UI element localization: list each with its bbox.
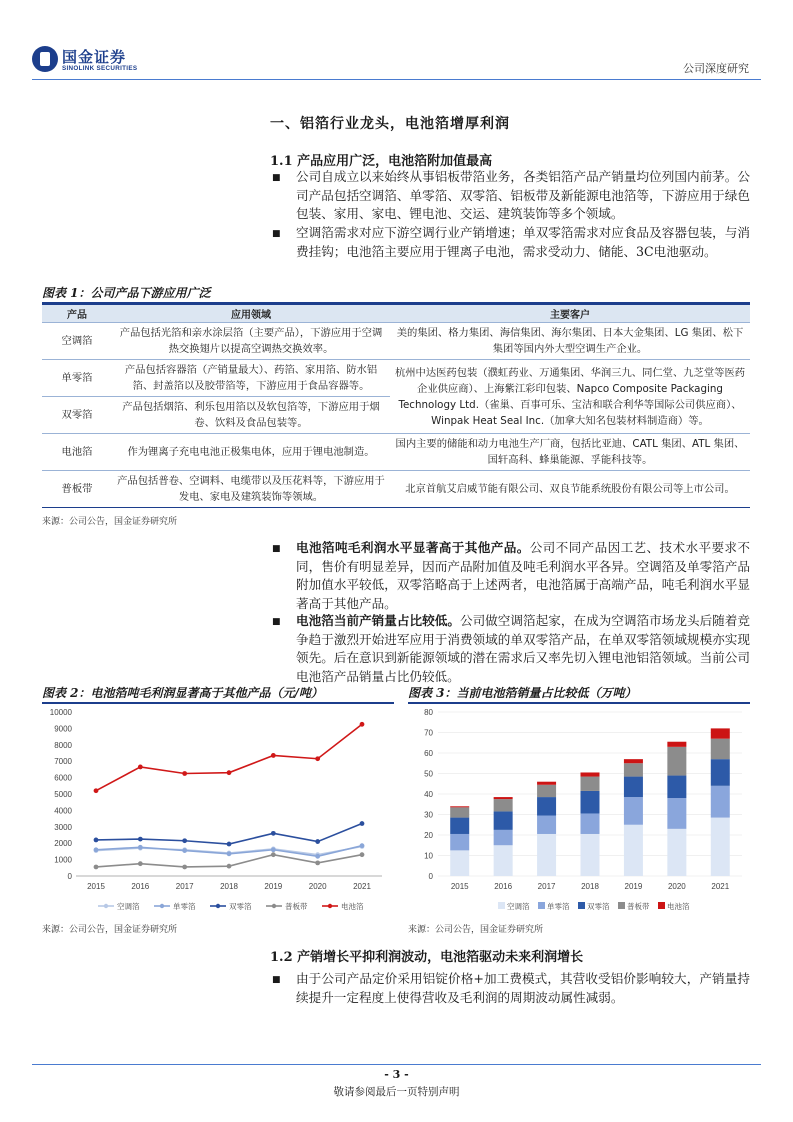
y-tick-label: 40	[424, 790, 433, 799]
bar-segment	[450, 806, 469, 807]
bar-segment	[624, 797, 643, 825]
paragraph-pricing-model: 由于公司产品定价采用铝锭价格+加工费模式，其营收受铝价影响较大，产销量持续提升一定程度上使得营收及毛利润的周期波动属性减弱。	[296, 971, 750, 1005]
y-tick-label: 80	[424, 708, 433, 717]
paragraph-product-range: 公司自成立以来始终从事铝板带箔业务，各类铝箔产品产销量均位列国内前茅。公司产品包括空调箔、单零箔、双零箔、铝板带及新能源电池箔等，下游应用于绿色包装、家用、家电、锂电池、交运、建筑装饰等多个领域。	[296, 169, 750, 222]
table-header-customers: 主要客户	[390, 305, 750, 323]
data-point	[138, 837, 143, 842]
y-tick-label: 60	[424, 749, 433, 758]
y-tick-label: 10000	[49, 708, 72, 717]
legend-label: 双零箔	[229, 902, 252, 911]
data-point	[271, 831, 276, 836]
bar-segment	[667, 747, 686, 776]
x-tick-label: 2021	[353, 882, 371, 891]
data-point	[94, 847, 99, 852]
legend-label: 电池箔	[341, 902, 364, 911]
line-chart-gross-profit	[42, 704, 394, 916]
bar-segment	[494, 830, 513, 845]
y-tick-label: 0	[67, 872, 72, 881]
data-point	[360, 852, 365, 857]
x-tick-label: 2017	[537, 882, 556, 891]
y-tick-label: 4000	[54, 806, 72, 816]
chart-3-container	[408, 704, 750, 916]
table-cell-customers: 北京首航艾启威节能有限公司、双良节能系统股份有限公司等上市公司。	[390, 471, 750, 508]
disclaimer-note: 敬请参阅最后一页特别声明	[333, 1086, 460, 1098]
legend-marker	[160, 904, 164, 908]
table-1-caption: 图表 1：公司产品下游应用广泛	[42, 286, 211, 300]
page-number: - 3 -	[384, 1068, 409, 1081]
x-tick-label: 2015	[450, 882, 469, 891]
table-1-source: 来源：公司公告，国金证券研究所	[42, 517, 178, 527]
bar-segment	[494, 797, 513, 799]
data-point	[315, 854, 320, 859]
legend-marker	[216, 904, 220, 908]
bullet-square-icon: ■	[272, 173, 281, 183]
data-point	[94, 838, 99, 843]
bar-segment	[581, 813, 600, 834]
bar-segment	[624, 759, 643, 763]
y-tick-label: 8000	[54, 740, 72, 750]
company-logo	[32, 46, 182, 76]
table-cell-application: 产品包括烟箔、利乐包用箔以及软包箔等，下游应用于烟卷、饮料及食品包装等。	[112, 397, 390, 434]
legend-swatch	[658, 902, 665, 909]
bar-segment	[494, 799, 513, 811]
data-point	[315, 756, 320, 761]
bar-segment	[581, 777, 600, 791]
data-point	[182, 865, 187, 870]
table-header-application: 应用领域	[112, 305, 390, 323]
table-cell-customers: 美的集团、格力集团、海信集团、海尔集团、日本大金集团、LG 集团、松下集团等国内外大型空调生产企业。	[390, 323, 750, 360]
bold-lead: 电池箔吨毛利润水平显著高于其他产品。	[296, 540, 530, 555]
legend-label: 单零箔	[173, 902, 196, 911]
legend-label: 空调箔	[507, 902, 530, 911]
body-text: 公司不同产品因工艺、技术水平要求不同，售价有明显差异，因而产品附加值及吨毛利润水平各异。空调箔及单零箔产品附加值水平较低，双零箔略高于上述两者，电池箔属于高端产品，吨毛利润水平显著高于其他产品。	[296, 540, 751, 611]
bar-segment	[581, 834, 600, 876]
x-tick-label: 2018	[581, 882, 599, 891]
y-tick-label: 7000	[54, 757, 72, 767]
bar-segment	[711, 759, 730, 786]
data-point	[182, 848, 187, 853]
bar-segment	[624, 825, 643, 876]
bar-segment	[494, 845, 513, 876]
x-tick-label: 2019	[264, 882, 283, 891]
legend-label: 双零箔	[587, 902, 610, 911]
bar-segment	[711, 739, 730, 760]
x-tick-label: 2016	[494, 882, 513, 891]
table-cell-product: 空调箔	[42, 323, 112, 360]
bar-segment	[711, 818, 730, 876]
table-header-product: 产品	[42, 305, 112, 323]
y-tick-label: 30	[424, 810, 433, 820]
bar-segment	[494, 811, 513, 829]
stacked-bar-chart-sales	[408, 704, 750, 916]
legend-marker	[272, 904, 276, 908]
bar-segment	[711, 728, 730, 738]
bar-segment	[624, 763, 643, 776]
bar-segment	[667, 829, 686, 876]
chart-2-caption: 图表 2：电池箔吨毛利润显著高于其他产品（元/吨）	[42, 686, 323, 700]
data-point	[138, 845, 143, 850]
data-point	[315, 860, 320, 865]
y-tick-label: 2000	[54, 839, 72, 849]
table-cell-application: 产品包括光箔和亲水涂层箔（主要产品），下游应用于空调热交换翅片以提高空调热交换效率。	[112, 323, 390, 360]
subsection-1-2-heading: 1.2 产销增长平抑利润波动，电池箔驱动未来利润增长	[270, 950, 584, 965]
legend-swatch	[498, 902, 505, 909]
data-point	[182, 838, 187, 843]
table-cell-customers: 国内主要的储能和动力电池生产厂商，包括比亚迪、CATL 集团、ATL 集团、国轩高科、蜂巢能源、孚能科技等。	[390, 434, 750, 471]
legend-label: 电池箔	[667, 902, 690, 911]
legend-marker	[104, 904, 108, 908]
data-point	[94, 788, 99, 793]
bar-segment	[581, 791, 600, 814]
report-type-tag: 公司深度研究	[683, 62, 749, 75]
x-tick-label: 2021	[711, 882, 730, 891]
data-point	[94, 865, 99, 870]
data-point	[360, 722, 365, 727]
data-point	[271, 852, 276, 857]
series-line	[96, 824, 362, 845]
y-tick-label: 70	[424, 728, 433, 738]
data-point	[360, 821, 365, 826]
x-tick-label: 2019	[624, 882, 643, 891]
logo-mark-icon	[32, 46, 58, 72]
header-divider	[32, 79, 761, 80]
y-tick-label: 50	[424, 769, 433, 779]
data-point	[360, 843, 365, 848]
bold-lead: 电池箔当前产销量占比较低。	[296, 613, 460, 628]
chart-3-source: 来源：公司公告，国金证券研究所	[408, 925, 544, 935]
bar-segment	[624, 777, 643, 798]
bar-segment	[667, 742, 686, 747]
chart-2-source: 来源：公司公告，国金证券研究所	[42, 925, 178, 935]
legend-swatch	[578, 902, 585, 909]
data-point	[227, 770, 232, 775]
data-point	[271, 753, 276, 758]
chart-2-container	[42, 704, 394, 916]
bar-segment	[450, 850, 469, 876]
x-tick-label: 2020	[308, 882, 327, 891]
bar-segment	[581, 772, 600, 776]
product-application-table	[42, 304, 750, 508]
legend-label: 空调箔	[117, 902, 140, 911]
y-tick-label: 20	[424, 831, 433, 840]
section-title: 一、铝箔行业龙头，电池箔增厚利润	[270, 116, 510, 132]
legend-swatch	[538, 902, 545, 909]
paragraph-volume-share	[296, 612, 750, 686]
x-tick-label: 2017	[175, 882, 194, 891]
x-tick-label: 2018	[220, 882, 238, 891]
bar-segment	[450, 807, 469, 817]
bullet-square-icon: ■	[272, 544, 281, 554]
bar-segment	[450, 834, 469, 850]
legend-label: 普板带	[285, 902, 308, 911]
bar-segment	[537, 797, 556, 815]
data-point	[138, 765, 143, 770]
y-tick-label: 10	[424, 851, 433, 861]
footer-divider	[32, 1064, 761, 1065]
bar-segment	[537, 782, 556, 785]
data-point	[227, 851, 232, 856]
data-point	[138, 861, 143, 866]
data-point	[227, 842, 232, 847]
table-cell-product: 双零箔	[42, 397, 112, 434]
table-cell-product: 电池箔	[42, 434, 112, 471]
table-cell-application: 作为锂离子充电电池正极集电体，应用于锂电池制造。	[112, 434, 390, 471]
bar-segment	[450, 818, 469, 834]
y-tick-label: 9000	[54, 724, 72, 734]
legend-label: 普板带	[627, 902, 650, 911]
bar-segment	[537, 834, 556, 876]
paragraph-gross-profit	[296, 539, 750, 613]
chart-3-caption: 图表 3：当前电池箔销量占比较低（万吨）	[408, 686, 637, 700]
data-point	[271, 847, 276, 852]
paragraph-demand-drivers: 空调箔需求对应下游空调行业产销增速；单双零箔需求对应食品及容器包装，与消费挂钩；电池箔主要应用于锂离子电池，需求受动力、储能、3C电池驱动。	[296, 225, 750, 259]
bar-segment	[537, 785, 556, 797]
bullet-square-icon: ■	[272, 617, 281, 627]
brand-name-cn: 国金证券	[62, 48, 127, 66]
y-tick-label: 1000	[54, 855, 72, 865]
series-line	[96, 724, 362, 790]
bullet-square-icon: ■	[272, 229, 281, 239]
x-tick-label: 2020	[667, 882, 686, 891]
bar-segment	[667, 776, 686, 799]
y-tick-label: 5000	[54, 790, 72, 799]
table-cell-customers: 杭州中达医药包装（濮虹药业、万通集团、华润三九、同仁堂、九芝堂等医药企业供应商）、上海紫江彩印包装、Napco Composite Packaging Technology Ltd.（雀巢、百事可乐、宝洁和联合利华等国际公司供应商）、Winpak Heat Seal Inc.（加拿大知名包装材料制造商）等。	[390, 360, 750, 434]
y-tick-label: 3000	[54, 822, 72, 832]
x-tick-label: 2016	[131, 882, 150, 891]
brand-name-en: SINOLINK SECURITIES	[62, 65, 138, 72]
data-point	[315, 839, 320, 844]
bar-segment	[537, 816, 556, 834]
bar-segment	[711, 786, 730, 818]
table-cell-application: 产品包括普卷、空调料、电缆带以及压花料等，下游应用于发电、家电及建筑装饰等领域。	[112, 471, 390, 508]
subsection-1-1-heading: 1.1 产品应用广泛，电池箔附加值最高	[270, 154, 493, 169]
x-tick-label: 2015	[87, 882, 105, 891]
table-cell-product: 单零箔	[42, 360, 112, 397]
data-point	[227, 864, 232, 869]
table-cell-application: 产品包括容器箔（产销量最大）、药箔、家用箔、防水铝箔、封盖箔以及胶带箔等，下游应用于食品容器等。	[112, 360, 390, 397]
bar-segment	[667, 798, 686, 829]
table-cell-product: 普板带	[42, 471, 112, 508]
y-tick-label: 6000	[54, 773, 72, 783]
data-point	[182, 771, 187, 776]
legend-swatch	[618, 902, 625, 909]
bullet-square-icon: ■	[272, 975, 281, 985]
y-tick-label: 0	[428, 872, 433, 881]
legend-label: 单零箔	[547, 902, 570, 911]
legend-marker	[328, 904, 332, 908]
body-text: 公司做空调箔起家，在成为空调箔市场龙头后随着竞争趋于激烈开始进军应用于消费领域的单双零箔产品，在单双零箔领域规模亦实现领先。后在意识到新能源领域的潜在需求后又率先切入锂电池铝箔领域。当前公司电池箔产品销量占比仍较低。	[296, 613, 751, 684]
